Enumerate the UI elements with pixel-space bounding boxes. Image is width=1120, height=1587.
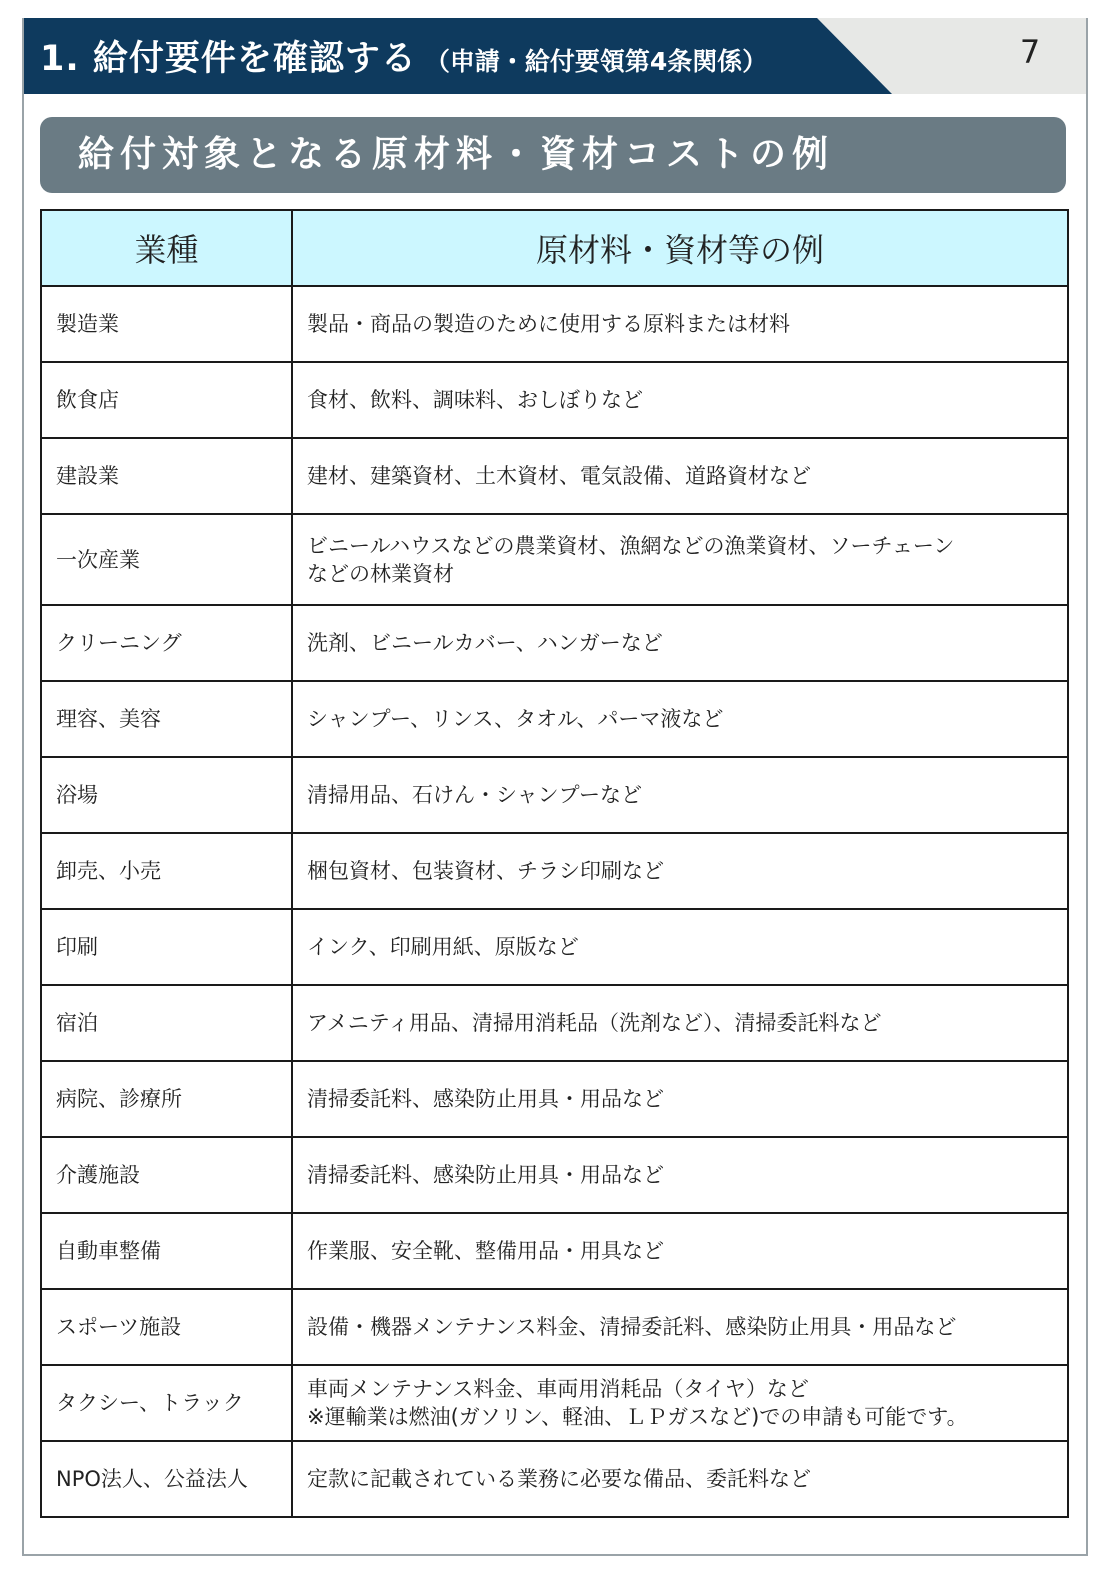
table-row bbox=[41, 1365, 1068, 1441]
examples-cell bbox=[292, 1213, 1068, 1289]
industry-cell: 浴場 bbox=[41, 757, 292, 833]
examples-cell bbox=[292, 909, 1068, 985]
examples-line: 清掃用品、石けん・シャンプーなど bbox=[307, 783, 642, 807]
examples-line: 設備・機器メンテナンス料金、清掃委託料、感染防止用具・用品など bbox=[307, 1315, 957, 1339]
header-title-main: 1. 給付要件を確認する bbox=[40, 39, 417, 79]
examples-cell bbox=[292, 286, 1068, 362]
industry-cell: クリーニング bbox=[41, 605, 292, 681]
table-row bbox=[41, 1213, 1068, 1289]
examples-cell bbox=[292, 438, 1068, 514]
table-row bbox=[41, 833, 1068, 909]
examples-line: 製品・商品の製造のために使用する原料または材料 bbox=[307, 312, 790, 336]
examples-line: 清掃委託料、感染防止用具・用品など bbox=[307, 1163, 664, 1187]
table-row bbox=[41, 757, 1068, 833]
table-row bbox=[41, 605, 1068, 681]
industry-cell: 宿泊 bbox=[41, 985, 292, 1061]
table-row bbox=[41, 438, 1068, 514]
examples-line: ※運輸業は燃油(ガソリン、軽油、ＬＰガスなど)での申請も可能です。 bbox=[307, 1405, 968, 1429]
examples-line: 建材、建築資材、土木資材、電気設備、道路資材など bbox=[307, 464, 811, 488]
examples-cell bbox=[292, 1365, 1068, 1441]
examples-cell bbox=[292, 985, 1068, 1061]
table-row bbox=[41, 985, 1068, 1061]
table-row bbox=[41, 1441, 1068, 1517]
examples-line: 洗剤、ビニールカバー、ハンガーなど bbox=[307, 631, 663, 655]
table-header-row bbox=[41, 210, 1068, 286]
examples-cell bbox=[292, 1137, 1068, 1213]
industry-cell: 製造業 bbox=[41, 286, 292, 362]
industry-cell: 理容、美容 bbox=[41, 681, 292, 757]
header-title-subtitle: （申請・給付要領第4条関係） bbox=[424, 47, 768, 76]
industry-cell: 自動車整備 bbox=[41, 1213, 292, 1289]
industry-cell: 一次産業 bbox=[41, 514, 292, 605]
industry-cell: NPO法人、公益法人 bbox=[41, 1441, 292, 1517]
materials-table bbox=[40, 209, 1069, 1518]
examples-cell bbox=[292, 757, 1068, 833]
section-title: 給付対象となる原材料・資材コストの例 bbox=[78, 134, 835, 175]
table-body bbox=[41, 286, 1068, 1517]
examples-line: 清掃委託料、感染防止用具・用品など bbox=[307, 1087, 664, 1111]
table-row bbox=[41, 362, 1068, 438]
examples-line: などの林業資材 bbox=[307, 561, 454, 586]
page-number: 7 bbox=[1019, 33, 1041, 71]
table-row bbox=[41, 681, 1068, 757]
examples-line: 梱包資材、包装資材、チラシ印刷など bbox=[307, 859, 664, 883]
examples-line: 作業服、安全靴、整備用品・用具など bbox=[307, 1239, 664, 1263]
table-row bbox=[41, 1289, 1068, 1365]
table-row bbox=[41, 1061, 1068, 1137]
table-row bbox=[41, 514, 1068, 605]
examples-cell bbox=[292, 1061, 1068, 1137]
examples-cell bbox=[292, 833, 1068, 909]
examples-cell bbox=[292, 1441, 1068, 1517]
table-row bbox=[41, 909, 1068, 985]
examples-cell bbox=[292, 362, 1068, 438]
examples-line: ビニールハウスなどの農業資材、漁網などの漁業資材、ソーチェーン bbox=[307, 533, 955, 558]
examples-line: アメニティ用品、清掃用消耗品（洗剤など）、清掃委託料など bbox=[307, 1011, 882, 1035]
examples-cell bbox=[292, 514, 1068, 605]
examples-cell bbox=[292, 605, 1068, 681]
industry-cell: 介護施設 bbox=[41, 1137, 292, 1213]
examples-line: インク、印刷用紙、原版など bbox=[307, 935, 579, 959]
column-header-examples: 原材料・資材等の例 bbox=[292, 210, 1068, 286]
industry-cell: 飲食店 bbox=[41, 362, 292, 438]
table-row bbox=[41, 286, 1068, 362]
examples-line: 定款に記載されている業務に必要な備品、委託料など bbox=[307, 1467, 811, 1491]
industry-cell: 印刷 bbox=[41, 909, 292, 985]
industry-cell: 卸売、小売 bbox=[41, 833, 292, 909]
table-row bbox=[41, 1137, 1068, 1213]
examples-cell bbox=[292, 681, 1068, 757]
examples-cell bbox=[292, 1289, 1068, 1365]
industry-cell: 病院、診療所 bbox=[41, 1061, 292, 1137]
examples-line: シャンプー、リンス、タオル、パーマ液など bbox=[307, 707, 724, 731]
examples-line: 車両メンテナンス料金、車両用消耗品（タイヤ）など bbox=[307, 1377, 809, 1401]
industry-cell: 建設業 bbox=[41, 438, 292, 514]
industry-cell: タクシー、トラック bbox=[41, 1365, 292, 1441]
industry-cell: スポーツ施設 bbox=[41, 1289, 292, 1365]
column-header-industry: 業種 bbox=[41, 210, 292, 286]
examples-line: 食材、飲料、調味料、おしぼりなど bbox=[307, 388, 643, 412]
